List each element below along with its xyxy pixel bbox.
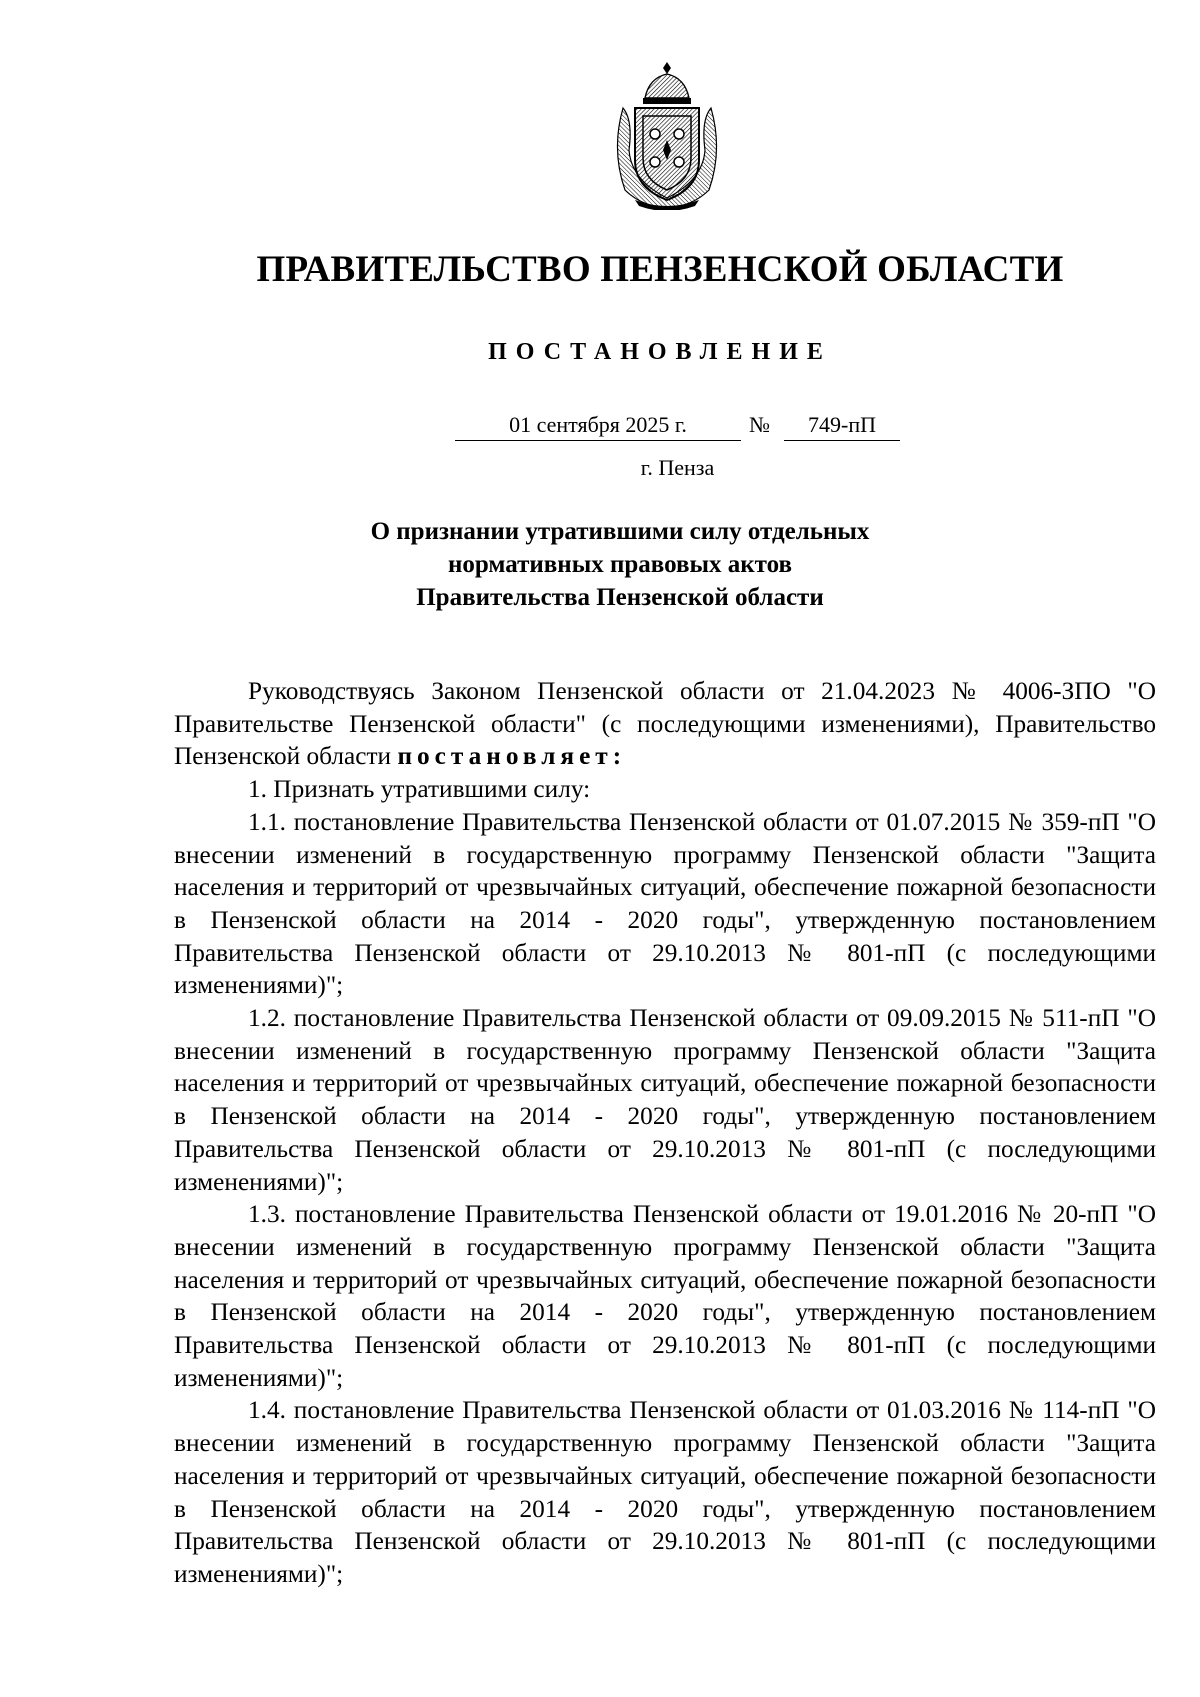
item-1-2: 1.2. постановление Правительства Пензенской области от 09.09.2015 № 511-пП "О внесении изменений в государственную программу Пензенской области "Защита населения и территорий от чрезвычайных ситуаций, обеспечение пожарной безопасности в Пензенской области на 2014 - 2020 годы", утвержденную постановлением Правительства Пензенской области от 29.10.2013 № 801-пП (с последующими изменениями)"; bbox=[174, 1004, 1156, 1196]
decree-word: постановляет: bbox=[397, 742, 627, 771]
number-sign: № bbox=[749, 412, 770, 437]
government-title: ПРАВИТЕЛЬСТВО ПЕНЗЕНСКОЙ ОБЛАСТИ bbox=[256, 249, 1064, 290]
preamble-text: Руководствуясь Законом Пензенской области от 21.04.2023 № 4006-ЗПО "О Правительстве Пензенской области" (с последующими изменениями), Правительство Пензенской области bbox=[174, 677, 1156, 771]
item-1-4: 1.4. постановление Правительства Пензенской области от 01.03.2016 № 114-пП "О внесении изменений в государственную программу Пензенской области "Защита населения и территорий от чрезвычайных ситуаций, обеспечение пожарной безопасности в Пензенской области на 2014 - 2020 годы", утвержденную постановлением Правительства Пензенской области от 29.10.2013 № 801-пП (с последующими изменениями)"; bbox=[174, 1396, 1156, 1588]
subject-line-3: Правительства Пензенской области bbox=[416, 584, 824, 611]
preamble-paragraph bbox=[174, 675, 1156, 773]
item-1: 1. Признать утратившими силу: bbox=[248, 775, 591, 804]
subject-line-2: нормативных правовых актов bbox=[447, 551, 793, 578]
coat-of-arms-emblem bbox=[605, 60, 729, 210]
document-body bbox=[174, 675, 1156, 1591]
document-date: 01 сентября 2025 г. bbox=[455, 410, 741, 441]
city: г. Пенза bbox=[640, 455, 715, 480]
document-subject bbox=[300, 515, 940, 614]
document-number: 749-пП bbox=[784, 410, 900, 441]
subject-line-1: О признании утратившими силу отдельных bbox=[370, 518, 870, 545]
item-1-3: 1.3. постановление Правительства Пензенской области от 19.01.2016 № 20-пП "О внесении изменений в государственную программу Пензенской области "Защита населения и территорий от чрезвычайных ситуаций, обеспечение пожарной безопасности в Пензенской области на 2014 - 2020 годы", утвержденную постановлением Правительства Пензенской области от 29.10.2013 № 801-пП (с последующими изменениями)"; bbox=[174, 1200, 1156, 1392]
item-1-1: 1.1. постановление Правительства Пензенской области от 01.07.2015 № 359-пП "О внесении изменений в государственную программу Пензенской области "Защита населения и территорий от чрезвычайных ситуаций, обеспечение пожарной безопасности в Пензенской области на 2014 - 2020 годы", утвержденную постановлением Правительства Пензенской области от 29.10.2013 № 801-пП (с последующими изменениями)"; bbox=[174, 807, 1156, 1000]
document-type-heading: ПОСТАНОВЛЕНИЕ bbox=[488, 339, 832, 365]
